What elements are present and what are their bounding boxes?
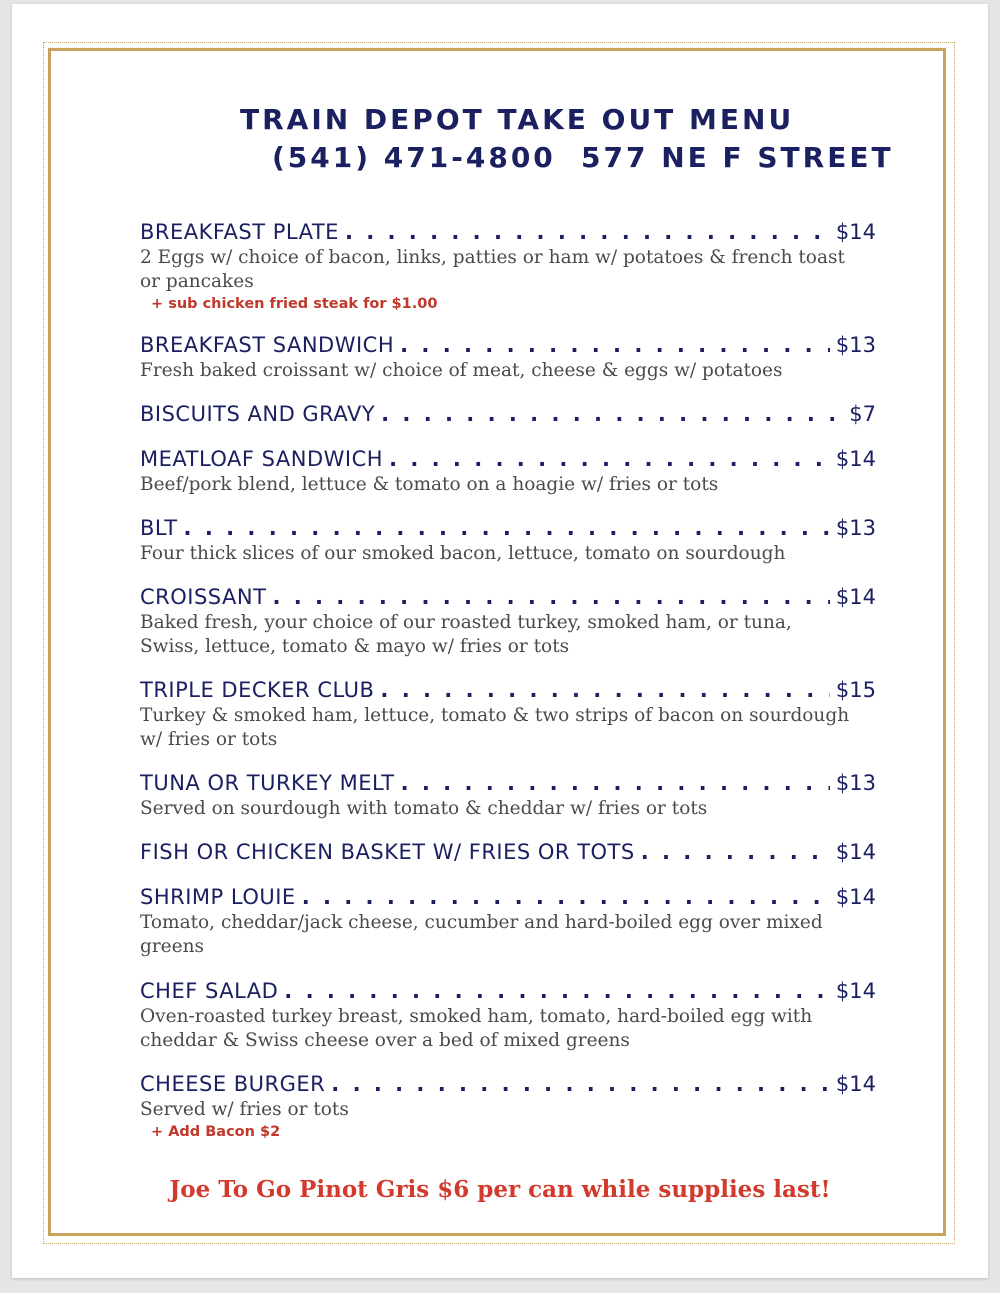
promo-footer: Joe To Go Pinot Gris $6 per can while supplies last! — [169, 1176, 831, 1203]
item-description: Oven-roasted turkey breast, smoked ham, tomato, hard-boiled egg with cheddar & Swiss cheese over a bed of mixed greens — [140, 1006, 813, 1051]
item-name: BISCUITS AND GRAVY — [140, 402, 376, 426]
dot-leader — [389, 445, 830, 473]
dot-leader — [184, 514, 830, 542]
menu-item — [140, 583, 876, 659]
item-price: $14 — [835, 447, 876, 471]
menu-item — [140, 218, 876, 314]
item-addon-note: + sub chicken fried steak for $1.00 — [151, 296, 438, 312]
item-price: $14 — [835, 885, 876, 909]
item-price: $14 — [835, 1072, 876, 1096]
dot-leader — [272, 583, 829, 611]
menu-item — [140, 977, 876, 1053]
item-description: Four thick slices of our smoked bacon, lettuce, tomato on sourdough — [140, 543, 786, 564]
dot-leader — [401, 769, 830, 797]
menu-item — [140, 400, 876, 428]
menu-item — [140, 769, 876, 821]
dot-leader — [284, 977, 830, 1005]
item-description: Turkey & smoked ham, lettuce, tomato & two strips of bacon on sourdough w/ fries or tots — [140, 705, 850, 750]
item-price: $13 — [835, 771, 876, 795]
item-name: CROISSANT — [140, 585, 267, 609]
dot-leader — [345, 218, 830, 246]
item-description: Fresh baked croissant w/ choice of meat, cheese & eggs w/ potatoes — [140, 360, 783, 381]
item-name: BREAKFAST PLATE — [140, 220, 339, 244]
item-description: Tomato, cheddar/jack cheese, cucumber and hard-boiled egg over mixed greens — [140, 912, 823, 957]
item-price: $13 — [835, 333, 876, 357]
item-description: 2 Eggs w/ choice of bacon, links, patties or ham w/ potatoes & french toast or pancakes — [140, 247, 845, 292]
dot-leader — [302, 883, 830, 911]
item-name: MEATLOAF SANDWICH — [140, 447, 384, 471]
menu-title: TRAIN DEPOT TAKE OUT MENU — [240, 103, 795, 136]
dot-leader — [641, 838, 830, 866]
item-description: Beef/pork blend, lettuce & tomato on a hoagie w/ fries or tots — [140, 474, 719, 495]
menu-item — [140, 1070, 876, 1142]
item-name: SHRIMP LOUIE — [140, 885, 296, 909]
item-name: CHEF SALAD — [140, 979, 279, 1003]
item-price: $14 — [835, 840, 876, 864]
menu-item — [140, 445, 876, 497]
item-price: $7 — [849, 402, 876, 426]
item-description: Baked fresh, your choice of our roasted turkey, smoked ham, or tuna, Swiss, lettuce, tomato & mayo w/ fries or tots — [140, 612, 792, 657]
menu-item — [140, 676, 876, 752]
dot-leader — [380, 676, 829, 704]
item-name: CHEESE BURGER — [140, 1072, 326, 1096]
phone-number: (541) 471-4800 — [272, 141, 556, 174]
menu-item — [140, 883, 876, 959]
menu-item — [140, 514, 876, 566]
item-price: $14 — [835, 585, 876, 609]
item-description: Served on sourdough with tomato & cheddar w/ fries or tots — [140, 798, 708, 819]
dot-leader — [400, 331, 830, 359]
dot-leader — [381, 400, 843, 428]
item-price: $13 — [835, 516, 876, 540]
item-price: $14 — [835, 220, 876, 244]
item-description: Served w/ fries or tots — [140, 1099, 349, 1120]
item-price: $14 — [835, 979, 876, 1003]
item-name: BREAKFAST SANDWICH — [140, 333, 395, 357]
menu-item — [140, 838, 876, 866]
item-name: FISH OR CHICKEN BASKET W/ FRIES OR TOTS — [140, 840, 635, 864]
dot-leader — [331, 1070, 830, 1098]
item-addon-note: + Add Bacon $2 — [151, 1124, 281, 1140]
item-name: BLT — [140, 516, 178, 540]
street-address: 577 NE F STREET — [581, 141, 894, 174]
menu-item — [140, 331, 876, 383]
item-price: $15 — [835, 678, 876, 702]
item-name: TRIPLE DECKER CLUB — [140, 678, 375, 702]
item-name: TUNA OR TURKEY MELT — [140, 771, 395, 795]
